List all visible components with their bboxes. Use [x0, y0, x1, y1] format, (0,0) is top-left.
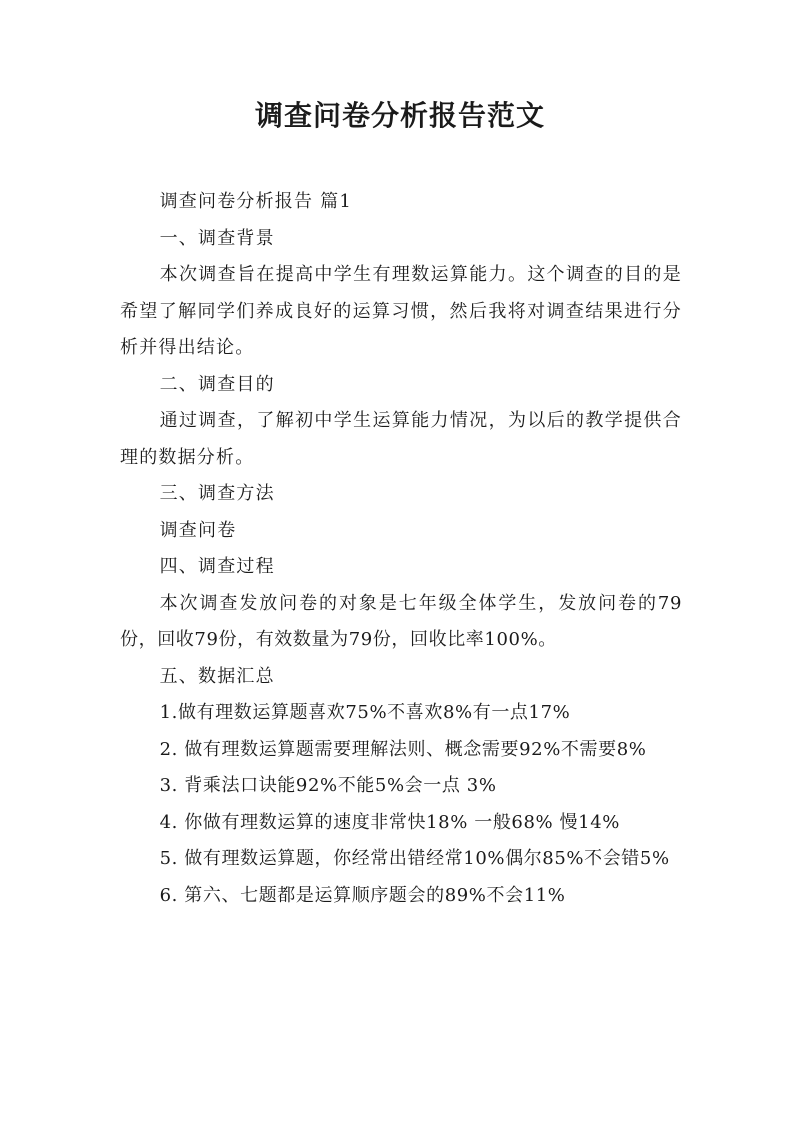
summary-item-4: 4. 你做有理数运算的速度非常快18% 一般68% 慢14% — [159, 811, 620, 833]
document-body — [120, 184, 682, 914]
document-title: 调查问卷分析报告范文 — [254, 99, 545, 132]
report-heading: 调查问卷分析报告 篇1 — [159, 191, 352, 212]
section-heading-summary: 五、数据汇总 — [159, 665, 275, 687]
summary-item-1: 1.做有理数运算题喜欢75%不喜欢8%有一点17% — [159, 702, 571, 723]
section-heading-method: 三、调查方法 — [159, 483, 275, 504]
section-heading-process: 四、调查过程 — [159, 556, 275, 577]
paragraph-background: 本次调查旨在提高中学生有理数运算能力。这个调查的目的是希望了解同学们养成良好的运算习惯，然后我将对调查结果进行分析并得出结论。 — [120, 264, 682, 358]
paragraph-purpose: 通过调查，了解初中学生运算能力情况，为以后的教学提供合理的数据分析。 — [120, 410, 682, 468]
summary-item-5: 5. 做有理数运算题，你经常出错经常10%偶尔85%不会错5% — [159, 848, 670, 869]
section-heading-purpose: 二、调查目的 — [159, 373, 275, 395]
summary-item-2: 2. 做有理数运算题需要理解法则、概念需要92%不需要8% — [159, 738, 647, 760]
paragraph-method: 调查问卷 — [159, 519, 237, 541]
paragraph-process: 本次调查发放问卷的对象是七年级全体学生，发放问卷的79份，回收79份，有效数量为79份，回收比率100%。 — [120, 592, 682, 650]
summary-item-6: 6. 第六、七题都是运算顺序题会的89%不会11% — [159, 884, 566, 906]
section-heading-background: 一、调查背景 — [159, 227, 275, 249]
summary-item-3: 3. 背乘法口诀能92%不能5%会一点 3% — [159, 775, 497, 796]
